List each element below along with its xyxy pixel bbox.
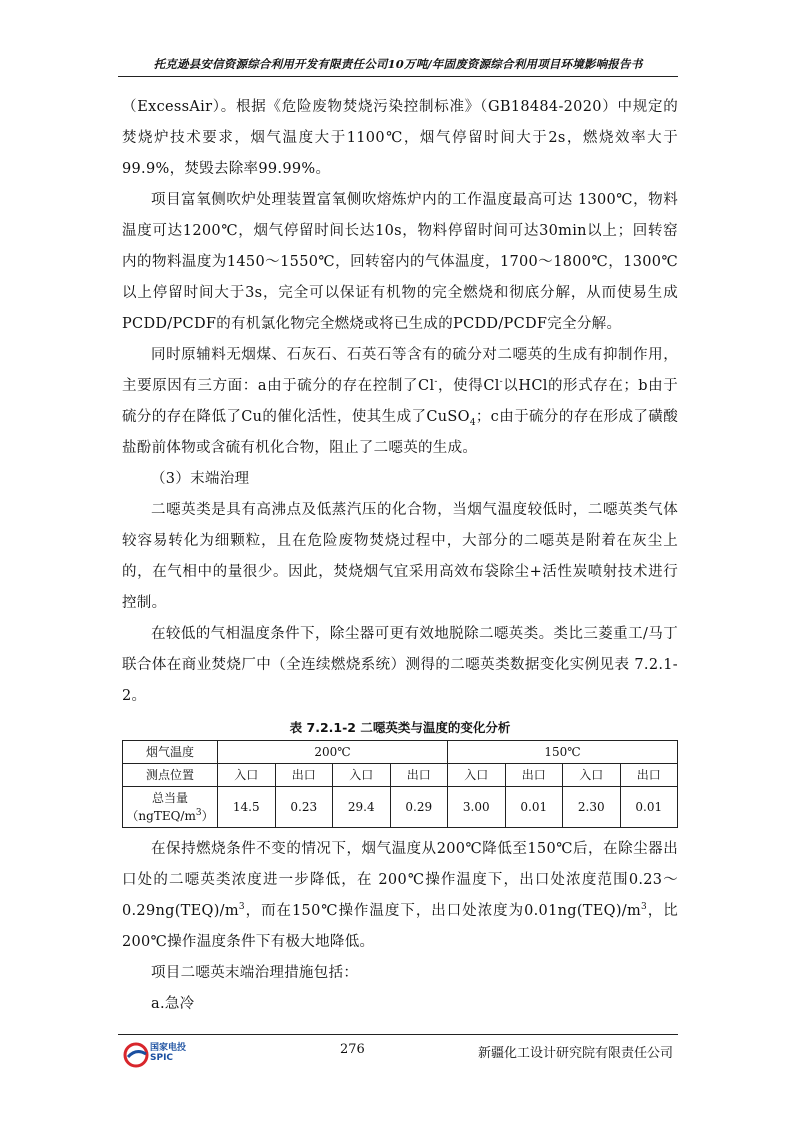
document-body (122, 92, 678, 1020)
table-cell: 14.5 (218, 787, 276, 828)
table-cell: 测点位置 (123, 764, 218, 787)
table-caption: 表 7.2.1-2 二噁英类与温度的变化分析 (289, 720, 511, 735)
company-name: 新疆化工设计研究院有限责任公司 (477, 1046, 673, 1061)
table-cell: 入口 (448, 764, 506, 787)
header-rule (118, 76, 678, 77)
table-cell: 入口 (218, 764, 276, 787)
table-row (123, 741, 678, 764)
table-cell: 出口 (620, 764, 678, 787)
table-cell: 入口 (333, 764, 391, 787)
table-row (123, 787, 678, 828)
paragraph: 二噁英类是具有高沸点及低蒸汽压的化合物，当烟气温度较低时，二噁英类气体较容易转化为细颗粒，且在危险废物焚烧过程中，大部分的二噁英是附着在灰尘上的，在气相中的量很少。因此，焚烧烟气宜采用高效布袋除尘+活性炭喷射技术进行控制。 (122, 502, 678, 611)
table-cell: 3.00 (448, 787, 506, 828)
dioxin-temperature-table (122, 740, 678, 828)
table-cell: 出口 (275, 764, 333, 787)
paragraph: 同时原辅料无烟煤、石灰石、石英石等含有的硫分对二噁英的生成有抑制作用，主要原因有三方面：a由于硫分的存在控制了Cl-，使得Cl-以HCl的形式存在；b由于硫分的存在降低了Cu的催化活性，使其生成了CuSO$_4$；c由于硫分的存在形成了磺酸盐酚前体物或含硫有机化合物，阻止了二噁英的生成。 (122, 347, 679, 456)
table-cell: 烟气温度 (123, 741, 218, 764)
table-cell: 入口 (563, 764, 621, 787)
paragraph: （ExcessAir）。根据《危险废物焚烧污染控制标准》（GB18484-2020）中规定的焚烧炉技术要求，烟气温度大于1100℃，烟气停留时间大于2s，燃烧效率大于99.9%，焚毁去除率99.99%。 (122, 99, 678, 177)
paragraph: 在保持燃烧条件不变的情况下，烟气温度从200℃降低至150℃后，在除尘器出口处的二噁英类浓度进一步降低，在 200℃操作温度下，出口处浓度范围$0.23\sim 0.29ng(TEQ)/m^3$，而在150℃操作温度下，出口处浓度为$0.01ng(TEQ)/m^3$，比200℃操作温度条件下有极大地降低。 (122, 841, 678, 950)
table-cell: 出口 (505, 764, 563, 787)
table-cell: 0.29 (390, 787, 448, 828)
paragraph: 项目二噁英末端治理措施包括： (151, 965, 359, 981)
paragraph: 在较低的气相温度条件下，除尘器可更有效地脱除二噁英类。类比三菱重工/马丁联合体在商业焚烧厂中（全连续燃烧系统）测得的二噁英类数据变化实例见表 7.2.1-2。 (122, 626, 678, 704)
logo-text: 国家电投 SPIC (150, 1043, 187, 1063)
table-cell: 150℃ (448, 741, 678, 764)
table-row (123, 764, 678, 787)
paragraph: a.急冷 (151, 996, 195, 1012)
page-number: 276 (340, 1042, 365, 1057)
table-cell: 2.30 (563, 787, 621, 828)
table-cell: 0.01 (620, 787, 678, 828)
page-header: 托克逊县安信资源综合利用开发有限责任公司10万吨/年固废资源综合利用项目环境影响报告书 (153, 57, 643, 71)
table-cell: 200℃ (218, 741, 448, 764)
table-cell: 出口 (390, 764, 448, 787)
table-cell: 0.01 (505, 787, 563, 828)
table-cell: 29.4 (333, 787, 391, 828)
table-cell: 总当量 $(ngTEQ/m^3)$ (123, 787, 218, 828)
paragraph: 项目富氧侧吹炉处理装置富氧侧吹熔炼炉内的工作温度最高可达 1300℃，物料温度可达1200℃，烟气停留时间长达10s，物料停留时间可达30min以上；回转窑内的物料温度为1450～1550℃，回转窑内的气体温度，1700～1800℃，1300℃以上停留时间大于3s，完全可以保证有机物的完全燃烧和彻底分解，从而使易生成PCDD/PCDF的有机氯化物完全燃烧或将已生成的PCDD/PCDF完全分解。 (122, 192, 678, 332)
footer-rule (118, 1034, 678, 1035)
section-heading: （3）末端治理 (151, 471, 250, 487)
table-cell: 0.23 (275, 787, 333, 828)
